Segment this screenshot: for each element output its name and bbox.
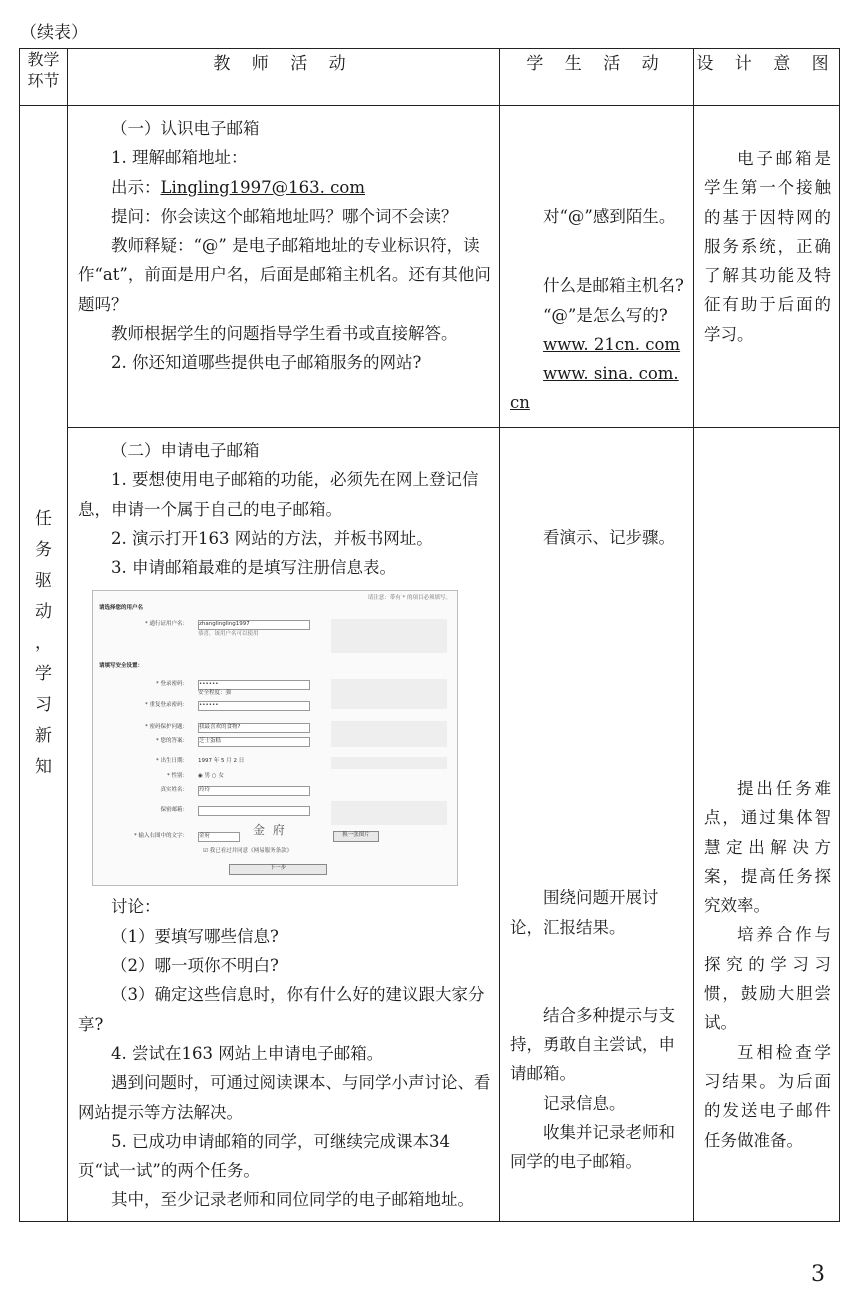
table-row xyxy=(20,428,840,1222)
username-field xyxy=(198,620,310,630)
table-header-row xyxy=(20,49,840,106)
field-value: 金府 xyxy=(199,833,211,840)
teacher-text: 2. 演示打开163 网站的方法，并板书网址。 xyxy=(111,528,433,548)
teacher-text: 教师释疑：“@” 是电子邮箱地址的专业标识符，读作“at”，前面是用户名，后面是邮箱主机名。还有其他问题吗？ xyxy=(78,236,491,314)
form-tip-box xyxy=(331,679,447,709)
question-select xyxy=(198,723,310,733)
email-example: Lingling1997@163. com xyxy=(160,177,365,197)
teacher-cell-1 xyxy=(68,106,500,428)
teacher-cell-2 xyxy=(68,428,500,1222)
form-label: 保密邮箱： xyxy=(160,807,188,814)
captcha-field xyxy=(198,832,240,842)
form-label: * 输入右图中的文字： xyxy=(134,833,188,840)
teacher-text: 2. 你还知道哪些提供电子邮箱服务的网站? xyxy=(111,353,422,373)
stage-char: 知 xyxy=(35,756,52,777)
stage-char: 新 xyxy=(35,725,52,746)
design-text: 培养合作与探究的学习习惯，鼓励大胆尝试。 xyxy=(704,925,831,1033)
teacher-text: （1）要填写哪些信息? xyxy=(111,926,279,946)
form-label: * 通行证用户名： xyxy=(145,621,188,628)
teacher-text: 其中，至少记录老师和同位同学的电子邮箱地址。 xyxy=(111,1190,474,1210)
birth-date-select: 1997 年 5 月 2 日 xyxy=(198,758,245,765)
teacher-text xyxy=(78,173,491,202)
form-label: * 重复登录密码： xyxy=(145,702,188,709)
teacher-text: 3. 申请邮箱最难的是填写注册信息表。 xyxy=(111,558,396,578)
password-confirm-field xyxy=(198,701,310,711)
website-link: www. 21cn. com xyxy=(543,334,681,354)
design-cell-1 xyxy=(694,106,840,428)
section-title: （二）申请电子邮箱 xyxy=(111,441,260,460)
stage-char: 驱 xyxy=(35,570,52,591)
student-text: 看演示、记步骤。 xyxy=(543,528,675,547)
teacher-text: （2）哪一项你不明白? xyxy=(111,956,279,976)
lesson-table xyxy=(19,48,840,1222)
student-text: 记录信息。 xyxy=(543,1093,626,1113)
student-text: 对“@”感到陌生。 xyxy=(543,207,676,226)
stage-cell xyxy=(20,106,68,1222)
form-tip-box xyxy=(331,757,447,769)
form-note: 恭喜，该用户名可以使用 xyxy=(198,631,259,638)
answer-field xyxy=(198,737,310,747)
secure-mail-field xyxy=(198,806,310,816)
form-section-title: 请填写安全设置： xyxy=(99,663,144,670)
field-value: •••••• xyxy=(199,681,219,688)
col-header-teacher: 教 师 活 动 xyxy=(68,49,500,106)
gender-radio: ◉ 男 ○ 女 xyxy=(198,773,224,780)
stage-char: 任 xyxy=(35,508,52,529)
real-name-field xyxy=(198,786,310,796)
captcha-image: 金 府 xyxy=(253,823,287,838)
form-label: 真实姓名： xyxy=(160,787,188,794)
website-link: www. sina. com. cn xyxy=(510,364,679,413)
agree-checkbox: ☑ 我已看过并同意《网易服务条款》 xyxy=(203,848,293,855)
table-row xyxy=(20,106,840,428)
stage-char: 习 xyxy=(35,694,52,715)
form-tip-box xyxy=(331,801,447,825)
password-field xyxy=(198,680,310,690)
student-cell-1 xyxy=(500,106,694,428)
field-value: 玲玲 xyxy=(199,787,211,794)
teacher-text: 5. 已成功申请邮箱的同学，可继续完成课本34 页“试一试”的两个任务。 xyxy=(78,1131,450,1181)
next-step-button: 下一步 xyxy=(229,864,327,875)
teacher-text: 教师根据学生的问题指导学生看书或直接解答。 xyxy=(111,324,458,344)
col-header-student: 学 生 活 动 xyxy=(500,49,694,106)
form-label: * 性别： xyxy=(167,773,188,780)
student-text: 结合多种提示与支持，勇敢自主尝试，申请邮箱。 xyxy=(510,1005,675,1084)
student-text: 什么是邮箱主机名? xyxy=(543,276,684,296)
teacher-text: 提问：你会读这个邮箱地址吗？哪个词不会读？ xyxy=(111,206,458,226)
design-text: 提出任务难点，通过集体智慧定出解决方案，提高任务探究效率。 xyxy=(704,779,831,916)
form-hint: 请注意：带有 * 的项目必须填写。 xyxy=(367,595,451,602)
refresh-captcha-button: 换一张图片 xyxy=(333,831,379,842)
design-cell-2 xyxy=(694,428,840,1222)
form-tip-box xyxy=(331,721,447,747)
student-text: 收集并记录老师和同学的电子邮箱。 xyxy=(510,1123,675,1172)
form-label: * 登录密码： xyxy=(156,681,188,688)
stage-char: 学 xyxy=(35,663,52,684)
student-cell-2 xyxy=(500,428,694,1222)
stage-char: 务 xyxy=(35,539,52,560)
teacher-text: 遇到问题时，可通过阅读课本、与同学小声讨论、看网站提示等方法解决。 xyxy=(78,1073,491,1122)
col-header-stage: 教学环节 xyxy=(20,49,68,106)
section-title: （一）认识电子邮箱 xyxy=(111,119,260,138)
teacher-text: 4. 尝试在163 网站上申请电子邮箱。 xyxy=(111,1043,384,1063)
stage-char: ， xyxy=(35,632,52,653)
teacher-text: 出示： xyxy=(111,177,161,197)
field-value: 芝士蛋糕 xyxy=(199,738,222,745)
page-number: 3 xyxy=(811,1262,825,1287)
continued-note: （续表） xyxy=(20,23,88,43)
student-text: 围绕问题开展讨论，汇报结果。 xyxy=(510,888,659,937)
field-value: zhanglingling1997 xyxy=(199,621,250,628)
field-value: •••••• xyxy=(199,702,219,709)
student-text: “@”是怎么写的? xyxy=(543,305,668,325)
teacher-text: （3）确定这些信息时，你有什么好的建议跟大家分享? xyxy=(78,985,485,1034)
form-label: * 出生日期： xyxy=(156,758,188,765)
col-header-design: 设 计 意 图 xyxy=(694,49,840,106)
form-section-title: 请选择您的用户名 xyxy=(99,605,144,612)
form-label: * 密码保护问题： xyxy=(145,724,188,731)
form-label: * 您的答案： xyxy=(156,738,188,745)
teacher-text: 1. 要想使用电子邮箱的功能，必须先在网上登记信息，申请一个属于自己的电子邮箱。 xyxy=(78,470,479,519)
field-value: 我最喜欢的食物? xyxy=(199,724,241,731)
teacher-text: 1. 理解邮箱地址： xyxy=(111,148,248,168)
form-tip-box xyxy=(331,619,447,653)
registration-form-screenshot xyxy=(92,590,458,886)
design-text: 电子邮箱是学生第一个接触的基于因特网的服务系统，正确了解其功能及特征有助于后面的学习。 xyxy=(704,149,831,344)
strength-indicator: 安全程度：强 xyxy=(198,690,232,697)
design-text: 互相检查学习结果。为后面的发送电子邮件任务做准备。 xyxy=(704,1042,831,1150)
stage-char: 动 xyxy=(35,601,52,622)
teacher-text: 讨论： xyxy=(111,897,161,917)
